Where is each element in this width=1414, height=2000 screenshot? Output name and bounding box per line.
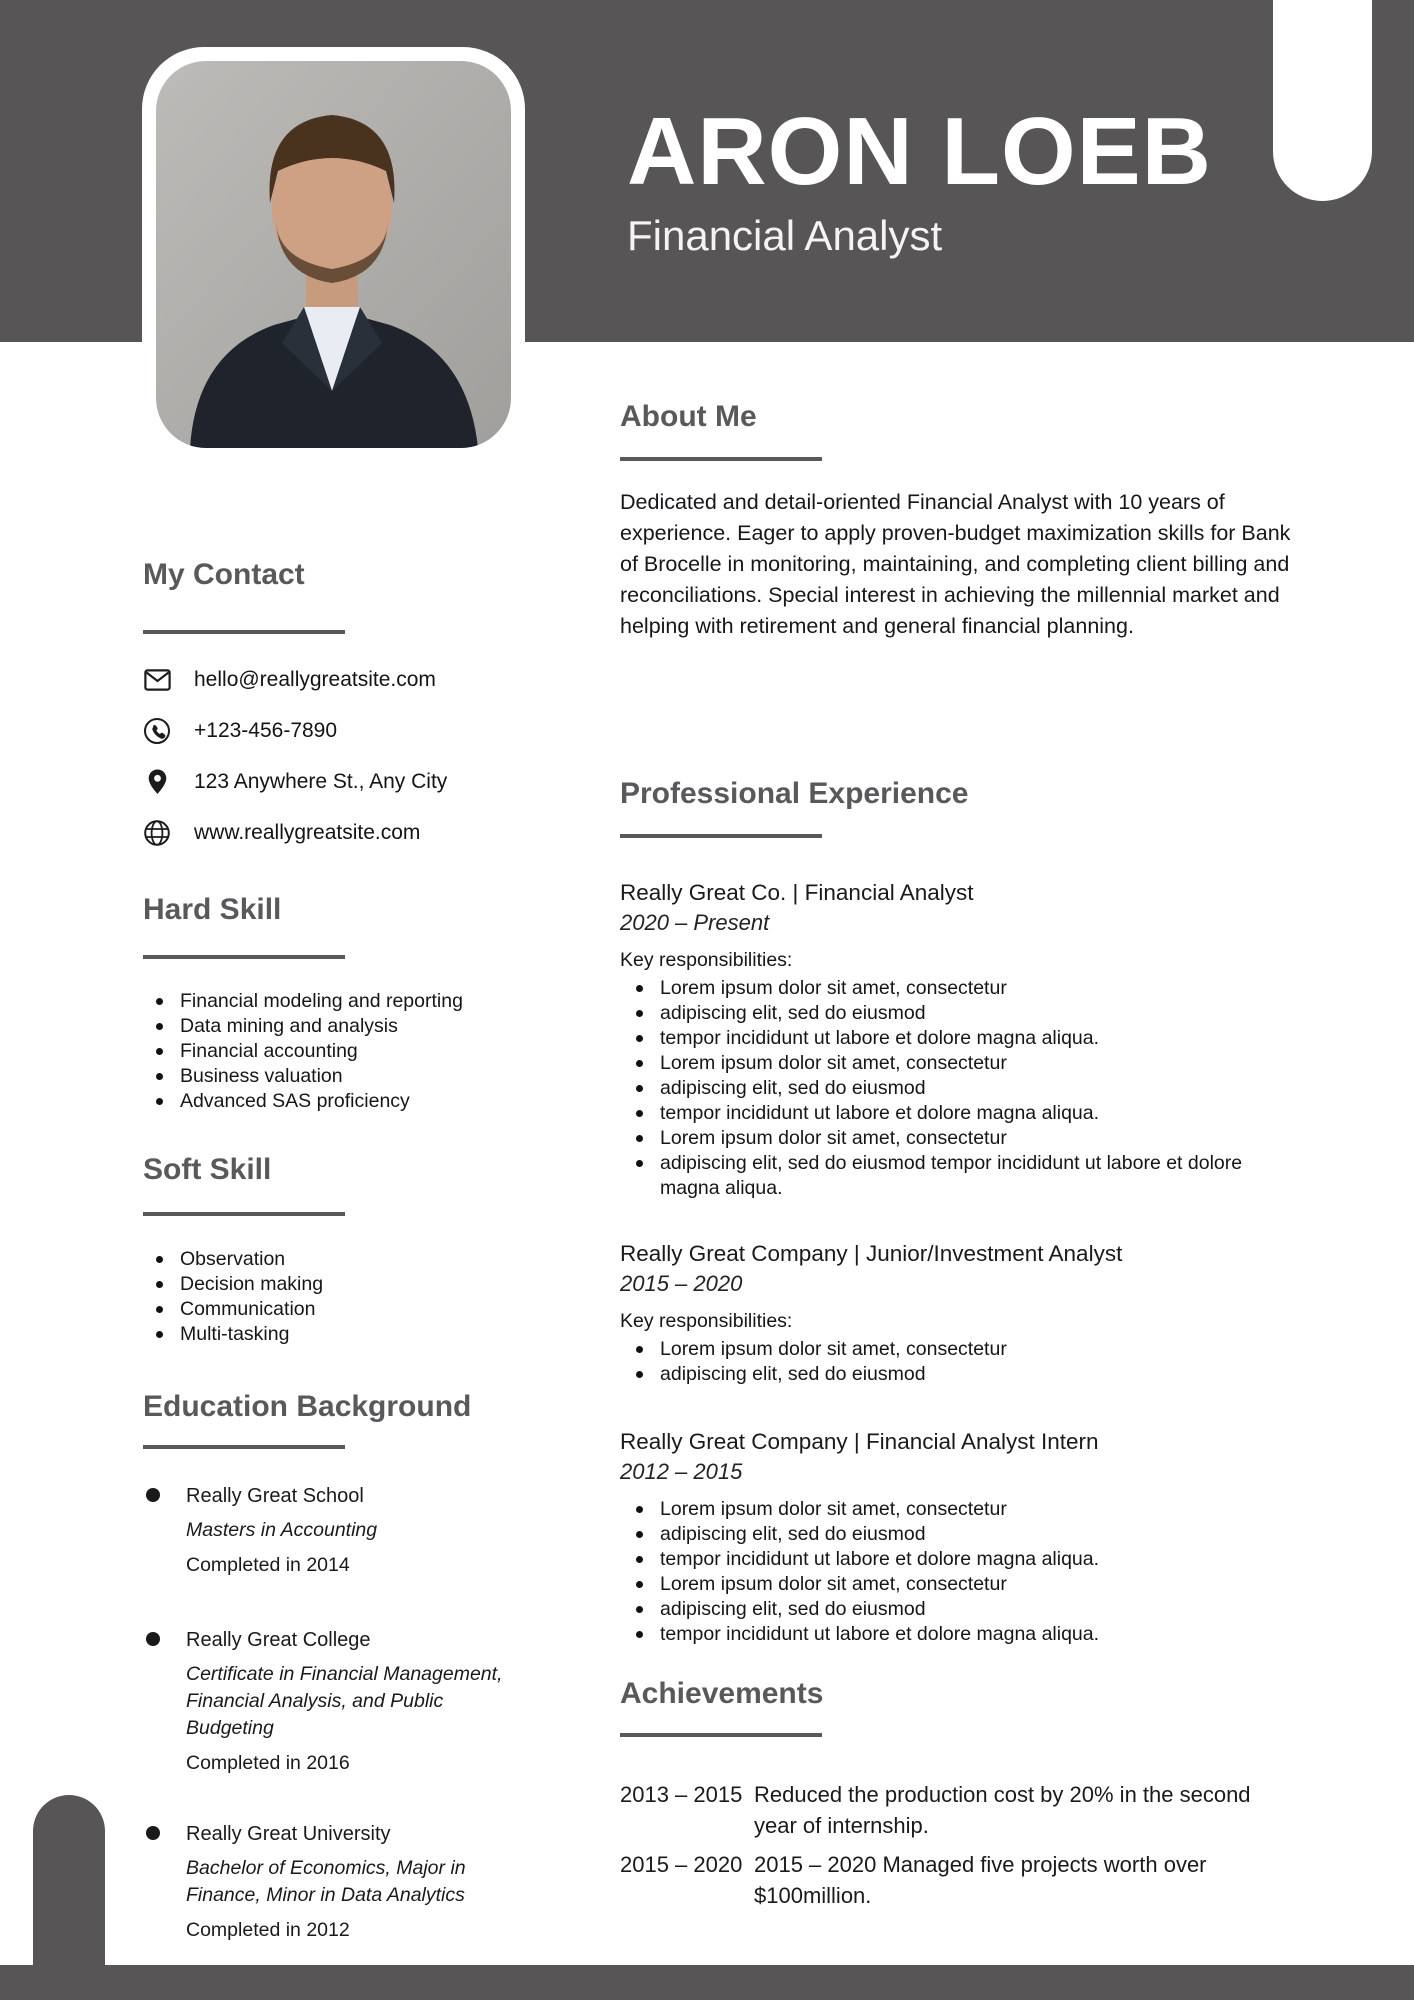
contact-phone: +123-456-7890 bbox=[194, 719, 338, 742]
achievement-row bbox=[620, 1849, 1280, 1911]
hard-skill-item: Business valuation bbox=[143, 1064, 543, 1089]
contact-email: hello@reallygreatsite.com bbox=[194, 668, 436, 691]
soft-skill-section bbox=[143, 1151, 543, 1347]
soft-skill-list bbox=[143, 1247, 543, 1347]
hard-skill-heading: Hard Skill bbox=[143, 893, 282, 926]
job-entry bbox=[620, 1239, 1296, 1387]
job-bullet: adipiscing elit, sed do eiusmod bbox=[620, 1001, 1260, 1026]
achievements-heading: Achievements bbox=[620, 1677, 824, 1710]
soft-skill-item: Decision making bbox=[143, 1272, 543, 1297]
education-heading: Education Background bbox=[143, 1390, 472, 1423]
job-period: 2012 – 2015 bbox=[620, 1459, 743, 1484]
contact-heading: My Contact bbox=[143, 558, 305, 591]
hard-skill-section bbox=[143, 891, 543, 1114]
contact-website: www.reallygreatsite.com bbox=[194, 821, 421, 844]
job-bullet: Lorem ipsum dolor sit amet, consectetur bbox=[620, 1497, 1260, 1522]
education-completed: Completed in 2016 bbox=[186, 1752, 350, 1774]
section-divider bbox=[143, 1212, 345, 1216]
job-key-responsibilities-label: Key responsibilities: bbox=[620, 949, 793, 971]
job-bullet: Lorem ipsum dolor sit amet, consectetur bbox=[620, 1051, 1260, 1076]
portrait-illustration bbox=[156, 61, 511, 448]
contact-item-website bbox=[143, 818, 543, 848]
job-bullet-list bbox=[620, 976, 1260, 1201]
education-completed: Completed in 2014 bbox=[186, 1554, 350, 1576]
soft-skill-heading: Soft Skill bbox=[143, 1153, 272, 1186]
experience-section bbox=[620, 775, 1296, 1647]
achievements-section bbox=[620, 1675, 1296, 1919]
hard-skill-list bbox=[143, 989, 543, 1114]
education-entry bbox=[143, 1627, 543, 1775]
achievement-text: 2015 – 2020 Managed five projects worth over $100million. bbox=[754, 1852, 1207, 1908]
job-key-responsibilities-label: Key responsibilities: bbox=[620, 1310, 793, 1332]
job-bullet: adipiscing elit, sed do eiusmod bbox=[620, 1597, 1260, 1622]
top-right-pill-decoration bbox=[1273, 0, 1372, 201]
hard-skill-item: Data mining and analysis bbox=[143, 1014, 543, 1039]
education-degree: Certificate in Financial Management, Financial Analysis, and Public Budgeting bbox=[186, 1663, 503, 1739]
section-divider bbox=[620, 834, 822, 838]
job-bullet: adipiscing elit, sed do eiusmod bbox=[620, 1076, 1260, 1101]
hard-skill-item: Advanced SAS proficiency bbox=[143, 1089, 543, 1114]
footer-band bbox=[0, 1965, 1414, 2000]
education-section bbox=[143, 1388, 543, 1942]
education-completed: Completed in 2012 bbox=[186, 1919, 350, 1941]
achievement-period: 2015 – 2020 bbox=[620, 1852, 743, 1877]
achievement-row bbox=[620, 1779, 1280, 1841]
contact-item-phone bbox=[143, 716, 543, 746]
achievement-period: 2013 – 2015 bbox=[620, 1782, 743, 1807]
job-bullet-list bbox=[620, 1497, 1260, 1647]
job-bullet: adipiscing elit, sed do eiusmod bbox=[620, 1362, 1260, 1387]
contact-item-email bbox=[143, 665, 543, 695]
globe-icon bbox=[143, 819, 171, 847]
job-bullet: Lorem ipsum dolor sit amet, consectetur bbox=[620, 1572, 1260, 1597]
about-text: Dedicated and detail-oriented Financial Analyst with 10 years of experience. Eager to apply proven-budget maximization skills for Bank of Brocelle in monitoring, maintaining, and completing client billing and reconciliations. Special interest in achieving the millennial market and helping with retirement and general financial planning. bbox=[620, 490, 1291, 638]
profile-photo bbox=[156, 61, 511, 448]
education-entry bbox=[143, 1483, 543, 1577]
person-job-title: Financial Analyst bbox=[627, 212, 943, 259]
education-school: Really Great College bbox=[186, 1629, 371, 1651]
soft-skill-item: Communication bbox=[143, 1297, 543, 1322]
phone-icon bbox=[143, 717, 171, 745]
job-bullet: Lorem ipsum dolor sit amet, consectetur bbox=[620, 976, 1260, 1001]
job-bullet: tempor incididunt ut labore et dolore magna aliqua. bbox=[620, 1622, 1260, 1647]
person-name: ARON LOEB bbox=[627, 98, 1212, 205]
location-icon bbox=[143, 768, 171, 796]
header-identity bbox=[627, 98, 1212, 260]
job-title: Really Great Company | Junior/Investment Analyst bbox=[620, 1241, 1123, 1266]
job-bullet-list bbox=[620, 1337, 1260, 1387]
education-degree: Bachelor of Economics, Major in Finance, Minor in Data Analytics bbox=[186, 1857, 466, 1906]
email-icon bbox=[143, 666, 171, 694]
education-degree: Masters in Accounting bbox=[186, 1519, 378, 1541]
section-divider bbox=[143, 1445, 345, 1449]
about-heading: About Me bbox=[620, 400, 757, 433]
job-period: 2020 – Present bbox=[620, 910, 770, 935]
job-bullet: tempor incididunt ut labore et dolore magna aliqua. bbox=[620, 1026, 1260, 1051]
contact-item-address bbox=[143, 767, 543, 797]
about-section bbox=[620, 398, 1296, 642]
job-bullet: Lorem ipsum dolor sit amet, consectetur bbox=[620, 1337, 1260, 1362]
soft-skill-item: Multi-tasking bbox=[143, 1322, 543, 1347]
soft-skill-item: Observation bbox=[143, 1247, 543, 1272]
job-bullet: Lorem ipsum dolor sit amet, consectetur bbox=[620, 1126, 1260, 1151]
experience-heading: Professional Experience bbox=[620, 777, 969, 810]
education-entry bbox=[143, 1821, 543, 1942]
hard-skill-item: Financial modeling and reporting bbox=[143, 989, 543, 1014]
section-divider bbox=[143, 955, 345, 959]
achievement-rows bbox=[620, 1779, 1296, 1911]
education-school: Really Great School bbox=[186, 1485, 364, 1507]
job-period: 2015 – 2020 bbox=[620, 1271, 743, 1296]
section-divider bbox=[620, 457, 822, 461]
job-title: Really Great Company | Financial Analyst Intern bbox=[620, 1429, 1099, 1454]
job-bullet: tempor incididunt ut labore et dolore magna aliqua. bbox=[620, 1547, 1260, 1572]
achievement-text: Reduced the production cost by 20% in the second year of internship. bbox=[754, 1782, 1251, 1838]
hard-skill-item: Financial accounting bbox=[143, 1039, 543, 1064]
profile-photo-frame bbox=[142, 47, 525, 462]
job-entry bbox=[620, 1427, 1296, 1647]
job-bullet: adipiscing elit, sed do eiusmod bbox=[620, 1522, 1260, 1547]
job-title: Really Great Co. | Financial Analyst bbox=[620, 880, 974, 905]
contact-address: 123 Anywhere St., Any City bbox=[194, 770, 448, 793]
contact-section bbox=[143, 556, 543, 848]
job-bullet: tempor incididunt ut labore et dolore magna aliqua. bbox=[620, 1101, 1260, 1126]
section-divider bbox=[620, 1733, 822, 1737]
education-school: Really Great University bbox=[186, 1823, 391, 1845]
section-divider bbox=[143, 630, 345, 634]
job-bullet: adipiscing elit, sed do eiusmod tempor incididunt ut labore et dolore magna aliqua. bbox=[620, 1151, 1260, 1201]
job-entry bbox=[620, 878, 1296, 1201]
